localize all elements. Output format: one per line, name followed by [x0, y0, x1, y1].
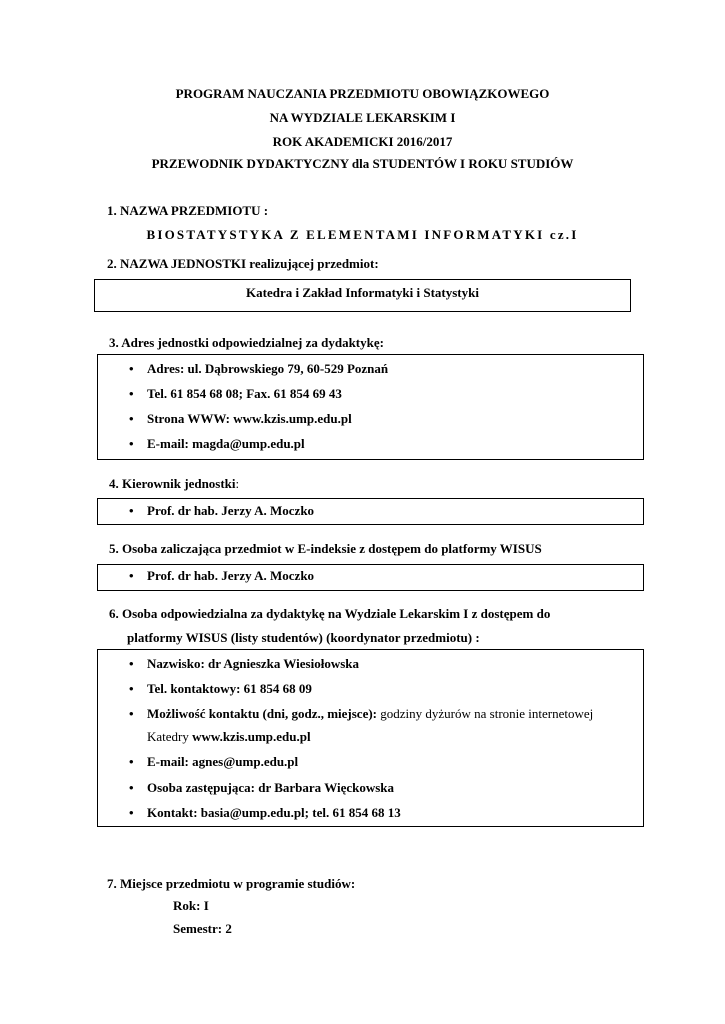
bullet: • [129, 656, 134, 671]
substitute-person: Osoba zastępująca: dr Barbara Więckowska [147, 780, 395, 795]
header-line-2: NA WYDZIALE LEKARSKIM I [269, 110, 456, 125]
address-item: Adres: ul. Dąbrowskiego 79, 60-529 Poznań [147, 361, 389, 376]
section-3-heading: 3. Adres jednostki odpowiedzialnej za dydaktykę: [109, 335, 384, 350]
semester: Semestr: 2 [173, 921, 232, 936]
department-website-link: www.kzis.ump.edu.pl [192, 729, 311, 744]
website-item: Strona WWW: www.kzis.ump.edu.pl [147, 411, 352, 426]
substitute-contact: Kontakt: basia@ump.edu.pl; tel. 61 854 68 13 [147, 805, 401, 820]
section-2-heading: 2. NAZWA JEDNOSTKI realizującej przedmiot: [107, 256, 379, 271]
bullet: • [129, 411, 134, 426]
section-6-heading-line-2: platformy WISUS (listy studentów) (koordynator przedmiotu) : [127, 630, 480, 645]
section-4-heading-text: 4. Kierownik jednostki [109, 476, 236, 491]
coordinator-email: E-mail: agnes@ump.edu.pl [147, 754, 299, 769]
header-line-4: PRZEWODNIK DYDAKTYCZNY dla STUDENTÓW I ROKU STUDIÓW [151, 156, 574, 171]
bullet: • [129, 503, 134, 518]
section-4-colon: : [235, 476, 240, 491]
contact-hours [147, 706, 593, 722]
contact-hours-text: godziny dyżurów na stronie internetowej [377, 706, 594, 721]
bullet: • [129, 568, 134, 583]
contact-hours-cont-text: Katedry [147, 729, 193, 744]
section-1-heading: 1. NAZWA PRZEDMIOTU : [107, 203, 269, 218]
contact-hours-continued [147, 729, 311, 745]
email-item: E-mail: magda@ump.edu.pl [147, 436, 305, 451]
section-6-heading-line-1: 6. Osoba odpowiedzialna za dydaktykę na Wydziale Lekarskim I z dostępem do [109, 606, 551, 621]
bullet: • [129, 361, 134, 376]
bullet: • [129, 436, 134, 451]
section-7-heading: 7. Miejsce przedmiotu w programie studiów: [107, 876, 356, 891]
unit-name-box [94, 279, 631, 312]
coordinator-name: Nazwisko: dr Agnieszka Wiesiołowska [147, 656, 360, 671]
coordinator-phone: Tel. kontaktowy: 61 854 68 09 [147, 681, 312, 696]
header-line-3: ROK AKADEMICKI 2016/2017 [272, 134, 453, 149]
contact-hours-label: Możliwość kontaktu (dni, godz., miejsce): [147, 706, 378, 721]
examiner-name: Prof. dr hab. Jerzy A. Moczko [147, 568, 315, 583]
bullet: • [129, 805, 134, 820]
unit-head-name: Prof. dr hab. Jerzy A. Moczko [147, 503, 315, 518]
course-name: BIOSTATYSTYKA Z ELEMENTAMI INFORMATYKI cz.I [146, 227, 579, 242]
bullet: • [129, 754, 134, 769]
section-5-heading: 5. Osoba zaliczająca przedmiot w E-indeksie z dostępem do platformy WISUS [109, 541, 542, 556]
bullet: • [129, 386, 134, 401]
section-4-heading [109, 476, 239, 492]
header-line-1: PROGRAM NAUCZANIA PRZEDMIOTU OBOWIĄZKOWEGO [175, 86, 550, 101]
bullet: • [129, 681, 134, 696]
unit-name: Katedra i Zakład Informatyki i Statystyki [246, 285, 479, 300]
bullet: • [129, 780, 134, 795]
study-year: Rok: I [173, 898, 209, 913]
bullet: • [129, 706, 134, 721]
phone-item: Tel. 61 854 68 08; Fax. 61 854 69 43 [147, 386, 342, 401]
